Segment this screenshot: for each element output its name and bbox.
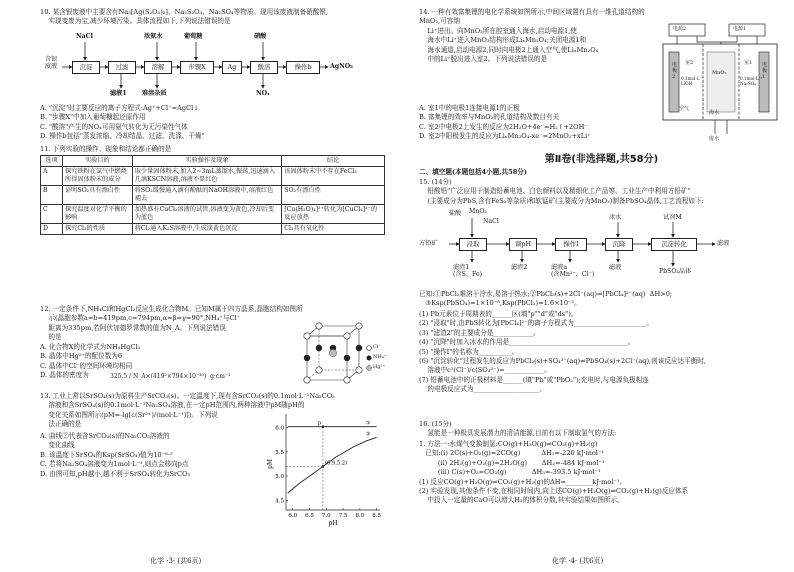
q12-stem: 12. 一定条件下,NH₄Cl和HgCl₂反应生成化合物M。已知M属于四方晶系,晶胞结构如图所 示(晶胞参数a=b=419pm,c=794pm,α=β=γ=90°,NH₄⁺与Cl⁻ 距离为335pm,若阿伏加德罗常数的值为N_A。下列说法错误 的是 (40, 305, 303, 342)
x-axis-label: pH (328, 520, 338, 527)
x-tick-label: 6.0 (288, 513, 298, 519)
q10-flow-node: 操作b (286, 61, 320, 74)
table-cell: 探究铁粉在氯气中燃烧所得固体粉末的成分 (62, 167, 132, 186)
table-header-row (41, 156, 385, 167)
q15-given: 已知:①PbCl₂难溶于冷水,易溶于热水;②PbCl₂(s)+2Cl⁻(aq)⇌[PbCl₄]²⁻(aq) ΔH>0; ③Ksp(PbSO₄)=1×10⁻⁸,Ksp(PbCl₂)=1.6×10⁻⁵。 (419, 290, 673, 308)
x-tick-label: 8.0 (355, 513, 365, 519)
table-cell: 加热盛有CuCl₂溶液的试管,溶液变为黄色,冷却后变为蓝色 (132, 205, 282, 224)
q10-flow-reagent: 浓氨水 (144, 33, 163, 40)
y-tick-label: 5.5 (275, 449, 284, 456)
q15-flow-filtrate: 滤液 (717, 240, 730, 247)
q10-flow-node: Ag (222, 61, 242, 74)
x-tick-label: 7.0 (321, 513, 331, 519)
q14-middle-mno2: MnO₂ (712, 70, 727, 76)
x-tick-label: 7.5 (338, 513, 348, 519)
chart-annotation: p (317, 420, 322, 427)
left-page-footer: 化学 ·3· (共6页) (150, 557, 202, 565)
q14-solution-room-1: 0.1mol·L⁻¹ Na₂SO₄ (740, 76, 763, 86)
right-page (397, 0, 794, 572)
q15-flow-byproduct: 滤液a (含Mn²⁺、Cl⁻) (551, 264, 595, 278)
q15-flow-node: 调pH (509, 238, 537, 251)
chart-annotation: ① (365, 420, 371, 427)
q15-flow-node: 浸取 (459, 238, 487, 251)
y-tick-label: 4.5 (275, 498, 284, 505)
q10-stem: 10. 某含银废液中主要含有Na₃[Ag(S₂O₃)₂]、Na₂S₂O₃、Na₂SO₄等物质。现用该废液制备硝酸银, 实现变废为宝,减少环境污染。具体流程如下,下列说法错误的是 (40, 8, 329, 26)
q16-method: 1. 方法一:水煤气变换制氢:CO(g)+H₂O(g)⇌CO₂(g)+H₂(g) 已知:(i) 2C(s)+O₂(g)=2CO(g) ΔH₁=-220 kJ·mol⁻¹ (ii) 2H₂(g)+O₂(g)=2H₂O(g) ΔH₂=-484 kJ·mol⁻¹ (iii) C(s)+O₂=CO₂(g) ΔH₃=-393.5 kJ·mol⁻¹ (1) 反应CO(g)+H₂O(g)⇌CO₂(g)+H₂(g)的ΔH=________kJ·mol⁻¹。 (2) 实验发现,其他条件不变,在相同时间内,向上述CO(g)+H₂O(g)⇌CO₂(g)+H₂(g)反应体系 中投入一定量的CaO可以增大H₂的体积分数,其实验结果如图所示。 (419, 440, 689, 505)
q15-flow-reagent: MnO₂ (469, 208, 487, 215)
q10-flow-reagent: NaCl (76, 33, 93, 40)
table-cell: B (41, 186, 63, 205)
q15-flow-byproduct: 滤液 (609, 264, 622, 271)
q15-flow-byproduct: 滤渣1 (含S、Fe) (453, 264, 483, 278)
q10-flow-node: 步骤X (180, 61, 214, 74)
q14-stem: 14. 一种有效富集锂的电化学系统如图所示,中间区域置有具有一维孔道结构的MnO₂,可容纳 Li⁺进出。向MnO₂所在腔室通入海水,启动电源1,使 海水中Li⁺进入MnO₂结构形成LiₓMn₂O₄;关闭电源1和 海水通道,启动电源2,同时向电极2上通入空气,使LiₓMn₂O₄ 中的Li⁺脱出进入室2。下列说法错误的是 (419, 8, 645, 64)
table-cell: A (41, 167, 63, 186)
q14-inlet-seawater: 海水 (709, 110, 720, 116)
q15-flowchart (419, 210, 784, 290)
q10-flow-node: 溶解 (144, 61, 172, 74)
q10-options: A. "沉淀"时主要反应的离子方程式:Ag⁺+Cl⁻=AgCl↓ B. "步骤X"中加入葡萄糖起还原作用 C. "酸溶"产生的NOₓ可用氨气转化为无污染性气体 D. 操作b包括"蒸发浓缩、冷却结晶、过滤、洗涤、干燥" (40, 104, 205, 141)
q12-density-formula: 325.5 / N_A×(419²×794×10⁻³⁰) g·cm⁻³ (110, 373, 231, 380)
chart-annotation: ② (365, 431, 371, 438)
q12-options: A. 化合物X的化学式为NH₄HgCl₃ B. 晶体中Hg²⁺的配位数为6 C. 晶体中Cl⁻的空间环境均相同 D. 晶体的密度为 (40, 343, 141, 380)
q14-room-1: 室1 (744, 60, 753, 66)
q15-stem: 15. (14分) 铅酸铅"广泛应用于制造铅蓄电池、白色颜料以及精细化工产品等。工业生产中利用方铅矿" (主要成分为PbS,含有FeS₂等杂质)和软锰矿(主要成分为MnO₂)制备PbSO₄晶体,工艺流程如下: (419, 178, 704, 205)
q10-flow-node: 沉淀 (72, 61, 100, 74)
table-cell: 将SO₂缓慢通入滴有酚酞的NaOH溶液中,溶液红色褪去 (132, 186, 282, 205)
q14-cell-diagram (659, 22, 784, 142)
q11-table-wrap (40, 155, 385, 235)
q11-stem: 11. 下列实验的操作、现象和结论都正确的是 (40, 145, 172, 153)
q15-flow-node: 沉淀转化 (651, 238, 697, 251)
table-cell: 探究Cl₂的性质 (62, 224, 132, 235)
q15-flow-node: 沉降 (605, 238, 633, 251)
q10-flow-reagent: 硝酸 (254, 33, 267, 40)
y-tick-label: 5.0 (275, 474, 284, 481)
q15-flow-node: 操作I (555, 238, 587, 251)
chart-annotation: (6.9,5.2) (324, 460, 348, 467)
q13-stem: 13. 工业上常以SrSO₄(s)为原料生产SrCO₃(s)。一定温度下,现有含SrCO₃(s)的0.1mol·L⁻¹Na₂CO₃ 溶液和含SrSO₄(s)的0.1mol·L⁻¹Na₂SO₄溶液,在一定pH范围内,两种溶液中pM随pH的 变化关系如图所示(pM=-lg[c(Sr²⁺)/(mol·L⁻¹)])。下列说 法正确的是 (40, 392, 335, 429)
fill-in-heading: 二、填空题(本题包括4小题,共58分) (419, 168, 528, 176)
q14-options: A. 室1中的电极1连接电源1的正极 B. 富集锂的效率与MnO₂的孔道结构及数目有关 C. 室2中电极2上发生的反应为2H₂O+4e⁻=H₂↑+2OH⁻ D. 室2中阳极发生的反应为LiₓMn₂O₄-xe⁻=2MnO₂+xLi⁺ (419, 104, 591, 141)
q10-flow-product: AgNO₃ (330, 63, 353, 70)
table-cell: [Cu(H₂O)₄]²⁺转化为[CuCl₄]²⁻的反应放热 (282, 205, 385, 224)
q13-pm-ph-chart (268, 410, 388, 528)
q15-flow-byproduct: 滤渣2 (511, 264, 528, 271)
x-tick-label: 6.5 (305, 513, 314, 519)
table-header-cell: 选项 (41, 156, 63, 167)
table-row (41, 224, 385, 235)
q10-flow-start: 含银 废液 (44, 56, 58, 70)
q14-power-source-1: 电源1 (733, 26, 747, 32)
q15-flow-product: PbSO₄晶体 (659, 268, 692, 275)
q11-table (40, 155, 385, 235)
q12-crystal-cell (295, 318, 385, 388)
q12-legend-label: Cl⁻ (373, 344, 382, 350)
q15-flow-start: 方铅矿 (419, 240, 438, 247)
y-tick-label: 6.0 (275, 425, 284, 432)
q14-room-2: 室2 (685, 60, 694, 66)
q14-solution-room-2: 0.1mol·L⁻¹ LiOH (681, 76, 704, 86)
q12-legend-label: Hg²⁺ (373, 364, 386, 370)
q14-electrode-1: 电 极 1 (762, 62, 768, 80)
table-cell: Cl₂具有氧化性 (282, 224, 385, 235)
table-cell: 取少量固体粉末,加入2~3mL蒸馏水,振荡,迅速滴入几滴KSCN溶液,溶液不显红色 (132, 167, 282, 186)
right-page-footer: 化学 ·4· (共6页) (552, 557, 604, 565)
table-row (41, 205, 385, 224)
table-cell: SO₂有漂白性 (282, 186, 385, 205)
q15-flow-reagent: 盐酸 (449, 210, 462, 217)
q12-legend-label: NH₄⁺ (373, 354, 387, 360)
y-axis-label: pM (267, 459, 274, 469)
q10-flow-node: 酸溶 (250, 61, 278, 74)
x-tick-label: 8.5 (372, 513, 382, 519)
q14-electrode-2: 电 极 2 (672, 62, 678, 80)
table-cell: 该固体粉末中不存在FeCl₃ (282, 167, 385, 186)
data-point (322, 425, 325, 428)
table-cell: C (41, 205, 63, 224)
table-cell: 探究温度对化学平衡的影响 (62, 205, 132, 224)
q14-inlet-air: 空气 (679, 106, 690, 112)
q10-flowchart (40, 30, 385, 110)
section-2-title: 第Ⅱ卷(非选择题,共58分) (544, 154, 659, 165)
data-point (322, 465, 325, 468)
table-row (41, 167, 385, 186)
q10-flow-byproduct: NOₓ (256, 90, 270, 97)
q15-flow-reagent: 试剂M (663, 214, 682, 221)
table-header-cell: 实验操作及现象 (132, 156, 282, 167)
q16-stem: 16. (15分) 氢能是一种极具发展潜力的清洁能源,目前有以下制取氢气的方法: (419, 420, 617, 438)
table-cell: 证明SO₂具有漂白性 (62, 186, 132, 205)
table-row (41, 186, 385, 205)
q10-flow-byproduct: 难溶杂质 (142, 90, 167, 97)
q14-waste-water: 废水 (709, 136, 720, 142)
q15-subquestions: (1) Pb元素位于周期表的______区(填"p""d"或"ds")。 (2) "浸取"时,由PbS转化为[PbCl₄]²⁻的离子方程式为______________________。 (3) "滤渣2"的主要成分是____________。 (4) "沉降"时加入冰水的作用是____________________________________。 (5) "操作I"的名称为__________。 (6) "沉淀转化"过程发生的反应为PbCl₂(s)+SO₄²⁻(aq)⇌PbSO₄(s)+2Cl⁻(aq),则该反应达平衡时, 溶液中c²(Cl⁻)/c(SO₄²⁻)=____________。 (7) 铅蓄电池中的正极材料是______(填"Pb"或"PbO₂");充电时,与电源负极相连 的电极反应式为____________________。 (419, 310, 706, 394)
q10-flow-byproduct: 滤液1 (110, 90, 127, 97)
q14-power-source-2: 电源2 (673, 26, 687, 32)
table-cell: 将Cl₂通入K₂S溶液中,生成淡黄色沉淀 (132, 224, 282, 235)
table-header-cell: 结论 (282, 156, 385, 167)
table-cell: D (41, 224, 63, 235)
q15-flow-reagent: NaCl (483, 218, 499, 225)
q10-flow-node: 过滤 (108, 61, 136, 74)
q10-flow-reagent: 葡萄糖 (184, 33, 203, 40)
q15-flow-reagent: 冰水 (609, 214, 622, 221)
table-header-cell: 实验目的 (62, 156, 132, 167)
q13-options: A. 曲线②代表含SrCO₃(s)的Na₂CO₃溶液的 变化曲线 B. 该温度下SrSO₄的Ksp(SrSO₄)值为10⁻⁶·⁵ C. 若将Na₂SO₄溶液变为1mol·L⁻¹,则点会移向p点 D. 由图可知,pH越小,越不利于SrSO₄转化为SrCO₃ (40, 432, 191, 478)
